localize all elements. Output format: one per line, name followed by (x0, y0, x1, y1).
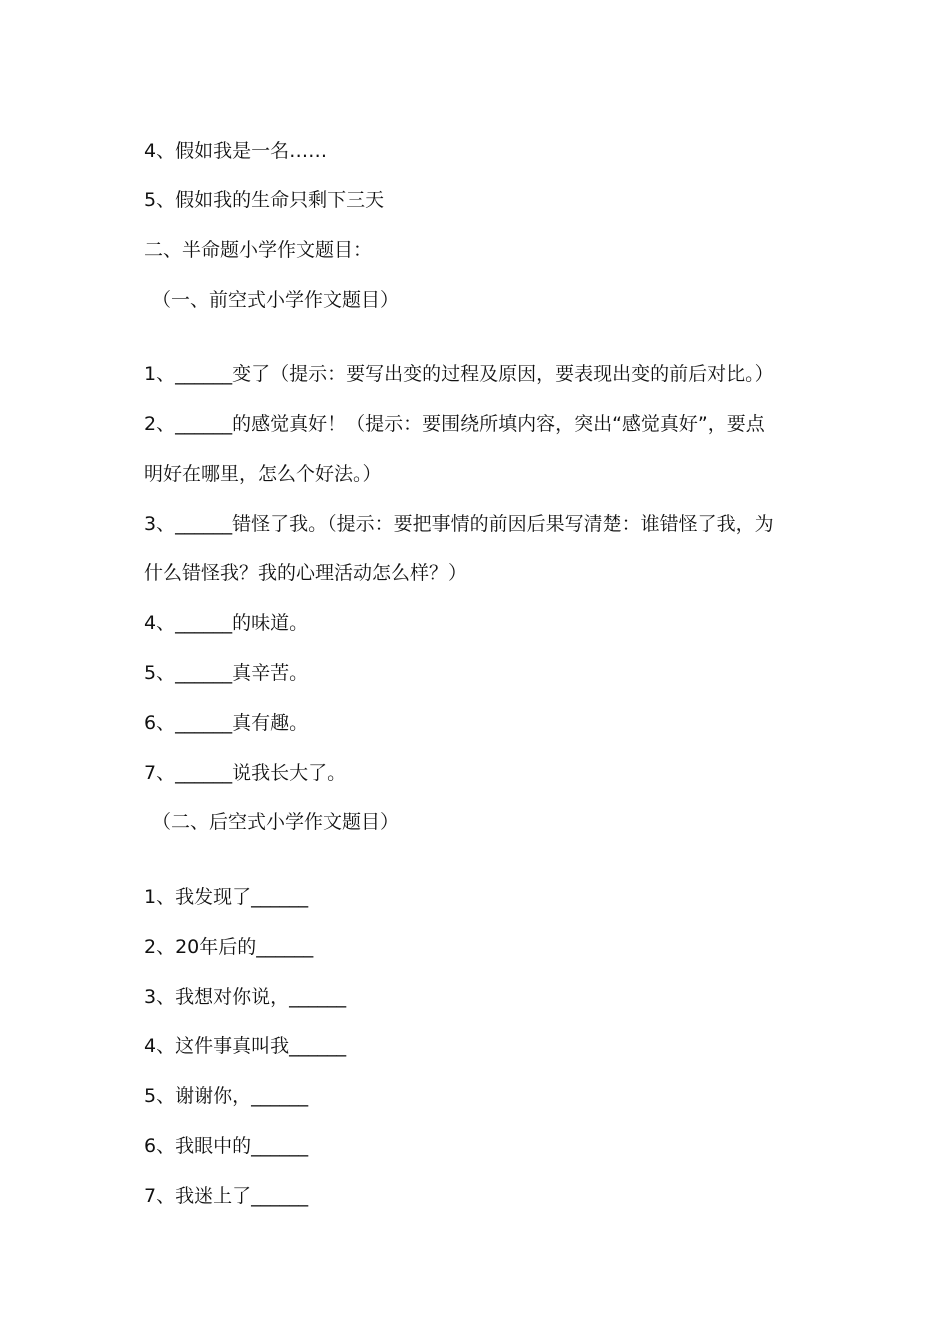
section-heading-semi-titled: 二、半命题小学作文题目： (144, 239, 373, 261)
front-blank-item-3-continued: 什么错怪我？我的心理活动怎么样？） (144, 562, 468, 584)
back-blank-item-7: 7、我迷上了______ (144, 1185, 309, 1207)
front-blank-item-5: 5、______真辛苦。 (144, 662, 309, 684)
back-blank-item-5: 5、谢谢你，______ (144, 1085, 309, 1107)
back-blank-item-1: 1、我发现了______ (144, 886, 309, 908)
front-blank-item-4: 4、______的味道。 (144, 612, 309, 634)
text-line-topic-5: 5、假如我的生命只剩下三天 (144, 189, 385, 211)
front-blank-item-3: 3、______错怪了我。（提示：要把事情的前因后果写清楚：谁错怪了我，为 (144, 513, 774, 535)
front-blank-item-7: 7、______说我长大了。 (144, 762, 347, 784)
back-blank-item-4: 4、这件事真叫我______ (144, 1035, 347, 1057)
subsection-heading-front-blank: （一、前空式小学作文题目） (152, 289, 400, 311)
back-blank-item-2: 2、20年后的______ (144, 936, 314, 958)
subsection-heading-back-blank: （二、后空式小学作文题目） (152, 811, 400, 833)
back-blank-item-3: 3、我想对你说，______ (144, 986, 347, 1008)
back-blank-item-6: 6、我眼中的______ (144, 1135, 309, 1157)
front-blank-item-1: 1、______变了（提示：要写出变的过程及原因，要表现出变的前后对比。） (144, 363, 774, 385)
front-blank-item-6: 6、______真有趣。 (144, 712, 309, 734)
front-blank-item-2: 2、______的感觉真好！（提示：要围绕所填内容，突出“感觉真好”，要点 (144, 413, 765, 435)
text-line-topic-4: 4、假如我是一名…… (144, 140, 328, 162)
front-blank-item-2-continued: 明好在哪里，怎么个好法。） (144, 463, 382, 485)
